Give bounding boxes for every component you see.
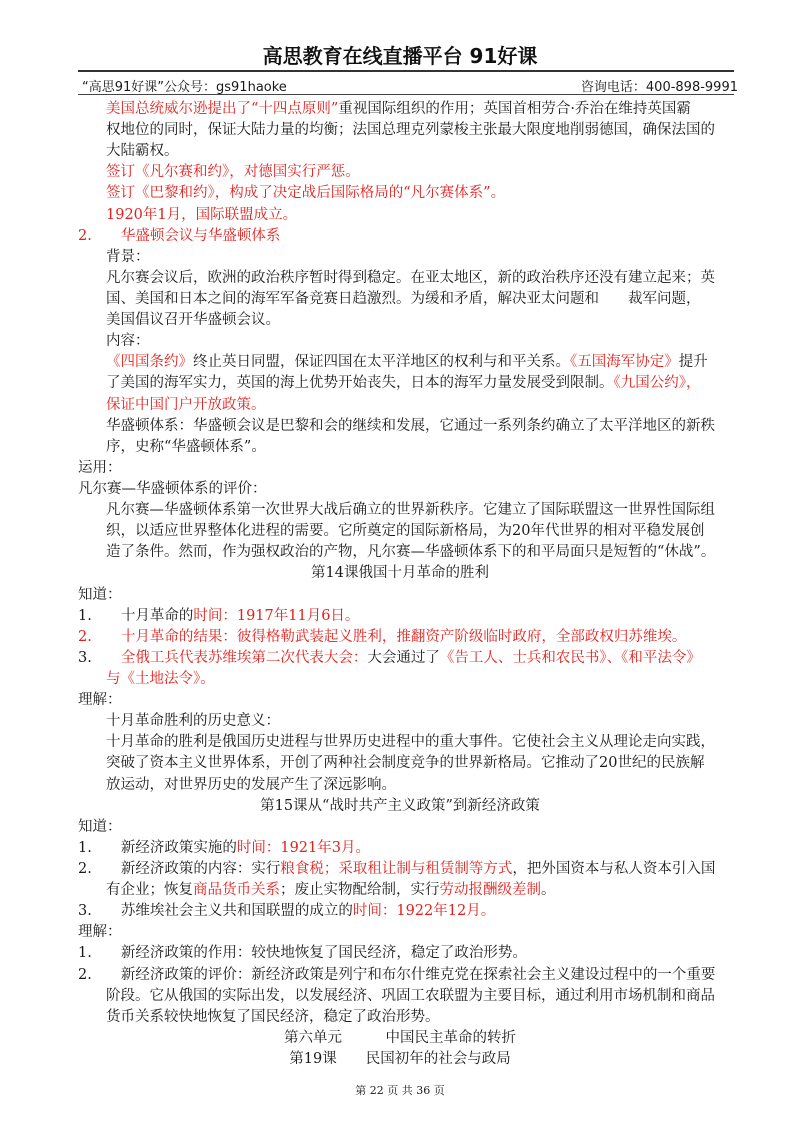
text-segment: 《九国公约》，	[613, 375, 701, 392]
text-line	[106, 436, 266, 458]
text-segment: 大陆霸权。	[106, 143, 179, 160]
text-segment: 结果：彼得格勒武装起义胜利，推翻资产阶级临时政府，全部政权归苏维埃。	[193, 628, 687, 645]
text-line	[78, 858, 715, 880]
text-segment: 全俄工兵代表苏维埃第二次代表大会：	[120, 649, 368, 666]
text-line	[106, 267, 715, 289]
text-segment: 2. 十月革命的	[78, 628, 194, 645]
text-line	[106, 879, 556, 901]
text-segment: 序，史称“华盛顿体系”。	[106, 438, 266, 455]
text-line	[106, 520, 704, 542]
text-segment: 美国倡议召开华盛顿会议。	[106, 312, 280, 329]
text-segment: 1920年1月，国际联盟成立。	[106, 206, 298, 223]
text-segment: 时间：1921年3月。	[236, 839, 370, 856]
text-segment: 与《土地法令》。	[106, 671, 215, 687]
text-segment: 美国总统威尔逊提出了“十四点原则”	[106, 101, 339, 117]
text-segment: 重视国际组织的作用；英国首相劳合·乔治在维持英国霸	[338, 101, 691, 117]
text-line	[106, 668, 215, 690]
text-segment: 造了条件。然而，作为强权政治的产物，凡尔赛—华盛顿体系下的和平局面只是短暂的“休战”。	[106, 544, 716, 561]
text-segment: ，把外国资本与私人资本引入国	[512, 861, 716, 877]
text-segment: 运用：	[78, 459, 122, 476]
header-phone: 咨询电话：400-898-9991	[580, 80, 738, 95]
text-segment: 提升	[678, 354, 708, 371]
text-line	[106, 98, 691, 120]
text-segment: 国、美国和日本之间的海军军备竞赛日趋激烈。为缓和矛盾，解决亚太问题和 裁军问题，	[106, 291, 701, 307]
text-segment: 时间：1917年11月6日。	[193, 607, 360, 624]
text-segment: 2. 新经济政策的评价：新经济政策是列宁和布尔什维克党在探索社会主义建设过程中的一个重要	[78, 966, 716, 983]
text-segment: 第六单元 中国民主革命的转折	[284, 1029, 516, 1046]
text-segment: 保证中国门户开放政策。	[106, 396, 266, 413]
text-line	[78, 457, 122, 479]
text-segment: 《四国条约》	[106, 354, 193, 371]
text-line	[106, 140, 179, 162]
text-segment: 阶段。它从俄国的实际出发，以发展经济、巩固工农联盟为主要目标，通过利用市场机制和商品	[106, 987, 715, 1004]
text-segment: 3. 苏维埃社会主义共和国联盟的成立的	[78, 903, 353, 920]
text-line	[78, 626, 686, 648]
text-line	[106, 288, 701, 310]
text-line	[106, 330, 150, 352]
text-line	[106, 161, 360, 183]
text-segment: 凡尔赛—华盛顿体系的评价：	[78, 481, 267, 497]
text-segment: 粮食税；采取租让制与租赁制等方式	[280, 861, 513, 877]
text-segment: 第19课 民国初年的社会与政局	[289, 1051, 511, 1067]
text-line	[106, 415, 715, 437]
text-segment: 1. 十月革命的	[78, 607, 194, 624]
text-segment: 签订《巴黎和约》，构成了决定战后国际格局的“凡尔赛体系”。	[106, 185, 506, 202]
text-segment: 签订《凡尔赛和约》，对德国实行严惩。	[106, 164, 360, 181]
text-segment: 十月革命胜利的历史意义：	[106, 713, 280, 730]
text-segment: 。	[541, 882, 556, 899]
text-segment: 货币关系较快地恢复了国民经济，稳定了政治形势。	[106, 1008, 440, 1025]
text-line	[106, 499, 715, 521]
text-line	[0, 1027, 800, 1049]
text-segment: 1. 新经济政策的作用：较快地恢复了国民经济，稳定了政治形势。	[78, 945, 527, 962]
text-line	[106, 204, 297, 226]
text-segment: 凡尔赛会议后，欧洲的政治秩序暂时得到稳定。在亚太地区，新的政治秩序还没有建立起来；英	[106, 269, 715, 286]
header-divider	[78, 70, 734, 72]
text-segment: 2. 新经济政策的内容：实行	[78, 861, 281, 877]
text-segment: 华盛顿体系：华盛顿会议是巴黎和会的继续和发展，它通过一系列条约确立了太平洋地区的新秩	[106, 417, 715, 434]
text-segment: 十月革命的胜利是俄国历史进程与世界历史进程中的重大事件。它使社会主义从理论走向实践，	[106, 734, 715, 751]
text-line	[106, 752, 704, 774]
text-line	[78, 900, 495, 922]
text-line	[106, 985, 715, 1007]
text-line	[0, 1048, 800, 1070]
text-line	[78, 837, 370, 859]
text-line	[106, 774, 396, 796]
text-line	[78, 584, 122, 606]
text-segment: 劳动报酬级差制	[439, 882, 541, 899]
text-segment: 织，以适应世界整体化进程的需要。它所奠定的国际新格局，为20年代世界的相对平稳发展创	[106, 523, 705, 540]
text-segment: 知道：	[78, 818, 122, 835]
text-segment: 2. 华盛顿会议与华盛顿体系	[78, 227, 281, 244]
text-line	[106, 1006, 440, 1028]
text-line	[78, 689, 122, 711]
text-segment: 凡尔赛—华盛顿体系第一次世界大战后确立的世界新秩序。它建立了国际联盟这一世界性国际组	[106, 502, 715, 519]
text-line	[106, 731, 715, 753]
text-segment: 权地位的同时，保证大陆力量的均衡；法国总理克列蒙梭主张最大限度地削弱德国，确保法国的	[106, 122, 715, 139]
text-line	[106, 351, 708, 373]
text-segment: 理解：	[78, 692, 122, 709]
text-segment: 1. 新经济政策实施的	[78, 839, 237, 856]
text-segment: ；废止实物配给制，实行	[280, 882, 440, 899]
text-segment: 《五国海军协定》	[570, 354, 679, 371]
text-line	[106, 119, 715, 141]
text-line	[106, 541, 715, 563]
text-line	[78, 605, 359, 627]
text-segment: 内容：	[106, 333, 150, 350]
text-line	[78, 816, 122, 838]
text-line	[0, 562, 800, 584]
text-segment: 知道：	[78, 586, 122, 603]
text-line	[78, 647, 701, 669]
header-title: 高思教育在线直播平台 91好课	[262, 44, 538, 68]
text-line	[106, 246, 150, 268]
text-line	[78, 225, 280, 247]
page-number: 第 22 页 共 36 页	[355, 1084, 445, 1097]
text-segment: 3.	[78, 649, 121, 666]
text-line	[106, 309, 280, 331]
text-line	[78, 964, 715, 986]
text-line	[78, 921, 122, 943]
text-segment: 第14课俄国十月革命的胜利	[311, 565, 489, 582]
text-segment: 理解：	[78, 924, 122, 941]
text-line	[106, 182, 505, 204]
text-segment: 有企业；恢复	[106, 882, 193, 899]
text-segment: 背景：	[106, 248, 150, 265]
text-segment: 终止英日同盟，保证四国在太平洋地区的权利与和平关系。	[193, 354, 570, 371]
text-line	[106, 394, 266, 416]
text-segment: 商品货币关系	[193, 882, 280, 899]
text-segment: 大会通过了	[367, 649, 440, 666]
header-rule	[78, 94, 734, 95]
text-line	[106, 710, 280, 732]
text-line	[106, 372, 701, 394]
header-wechat: “高思91好课”公众号：gs91haoke	[82, 80, 287, 95]
text-segment: 时间：1922年12月。	[352, 903, 496, 920]
text-segment: 《告工人、士兵和农民书》、《和平法令》	[439, 649, 701, 666]
text-segment: 突破了资本主义世界体系，开创了两种社会制度竞争的世界新格局。它推动了20世纪的民族解	[106, 755, 705, 772]
text-segment: 第15课从“战时共产主义政策”到新经济政策	[260, 797, 540, 814]
text-segment: 放运动，对世界历史的发展产生了深远影响。	[106, 776, 396, 793]
text-line	[78, 478, 267, 500]
text-line	[0, 795, 800, 817]
text-segment: 了美国的海军实力，英国的海上优势开始丧失，日本的海军力量发展受到限制。	[106, 375, 614, 392]
text-line	[78, 942, 527, 964]
